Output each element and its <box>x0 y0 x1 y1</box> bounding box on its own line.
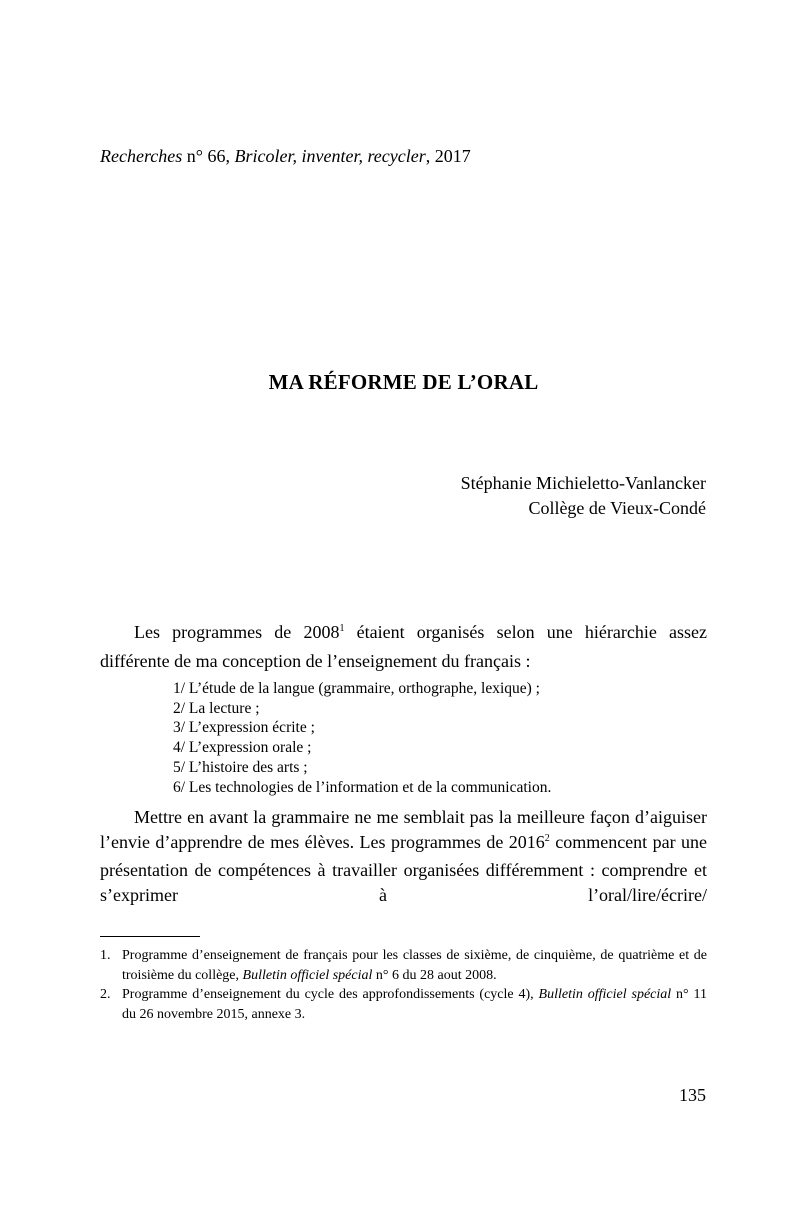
footnote-separator <box>100 936 200 937</box>
paragraph-1-text-start: Les programmes de 2008 <box>134 622 340 642</box>
list-item: 1/ L’étude de la langue (grammaire, orthographe, lexique) ; <box>173 680 540 697</box>
list-item: 3/ L’expression écrite ; <box>173 719 315 737</box>
footnote-publication: Bulletin officiel spécial <box>242 967 373 983</box>
list-item: 6/ Les technologies de l’information et de la communication. <box>173 778 552 796</box>
running-head <box>100 146 471 167</box>
page-number: 135 <box>679 1085 706 1105</box>
footnote-ref-1: 1 <box>339 623 345 634</box>
list-item: 5/ L’histoire des arts ; <box>173 758 308 776</box>
footnote-text-end: n° 11 du 26 novembre 2015, annexe 3. <box>122 987 707 1022</box>
author-name: Stéphanie Michieletto-Vanlancker <box>460 473 706 493</box>
footnote-text <box>122 946 707 985</box>
paragraph-1-text-end: étaient organisés selon une hiérarchie assez différente de ma conception de l’enseignement du français : <box>100 622 707 671</box>
program-list <box>173 679 551 797</box>
footnote-2 <box>100 985 707 1024</box>
article-title: MA RÉFORME DE L’ORAL <box>268 370 539 394</box>
list-item: 4/ L’expression orale ; <box>173 739 312 757</box>
footnote-number: 2. <box>100 987 111 1002</box>
paragraph-2-text-start: Mettre en avant la grammaire ne me semblait pas la meilleure façon d’aiguiser l’envie d’apprendre de mes élèves. Les programmes de 2016 <box>100 807 707 852</box>
paragraph-2-text-end: commencent par une présentation de compétences à travailler organisées différemment : comprendre et s’exprimer à l’oral/lire/écrire/ <box>100 831 708 905</box>
footnote-text <box>122 985 707 1024</box>
footnotes <box>100 946 707 1024</box>
footnote-ref-2: 2 <box>544 832 550 844</box>
issue-theme: Bricoler, inventer, recycler <box>234 146 426 166</box>
footnote-text-end: n° 6 du 28 aout 2008. <box>372 967 497 983</box>
issue-number: n° 66, <box>182 146 235 166</box>
paragraph-2 <box>100 805 707 907</box>
list-item: 2/ La lecture ; <box>173 699 260 717</box>
issue-year: , 2017 <box>425 146 471 166</box>
footnote-text-start: Programme d’enseignement de français pour les classes de sixième, de cinquième, de quatrième et de troisième du collège, <box>122 948 707 983</box>
author-affiliation: Collège de Vieux-Condé <box>528 498 706 518</box>
paragraph-1 <box>100 620 707 673</box>
footnote-publication: Bulletin officiel spécial <box>538 987 672 1002</box>
footnote-text-start: Programme d’enseignement du cycle des approfondissements (cycle 4), <box>122 987 539 1002</box>
author-block <box>461 471 706 521</box>
journal-name: Recherches <box>100 146 183 166</box>
footnote-1 <box>100 946 707 985</box>
footnote-number: 1. <box>100 948 111 963</box>
